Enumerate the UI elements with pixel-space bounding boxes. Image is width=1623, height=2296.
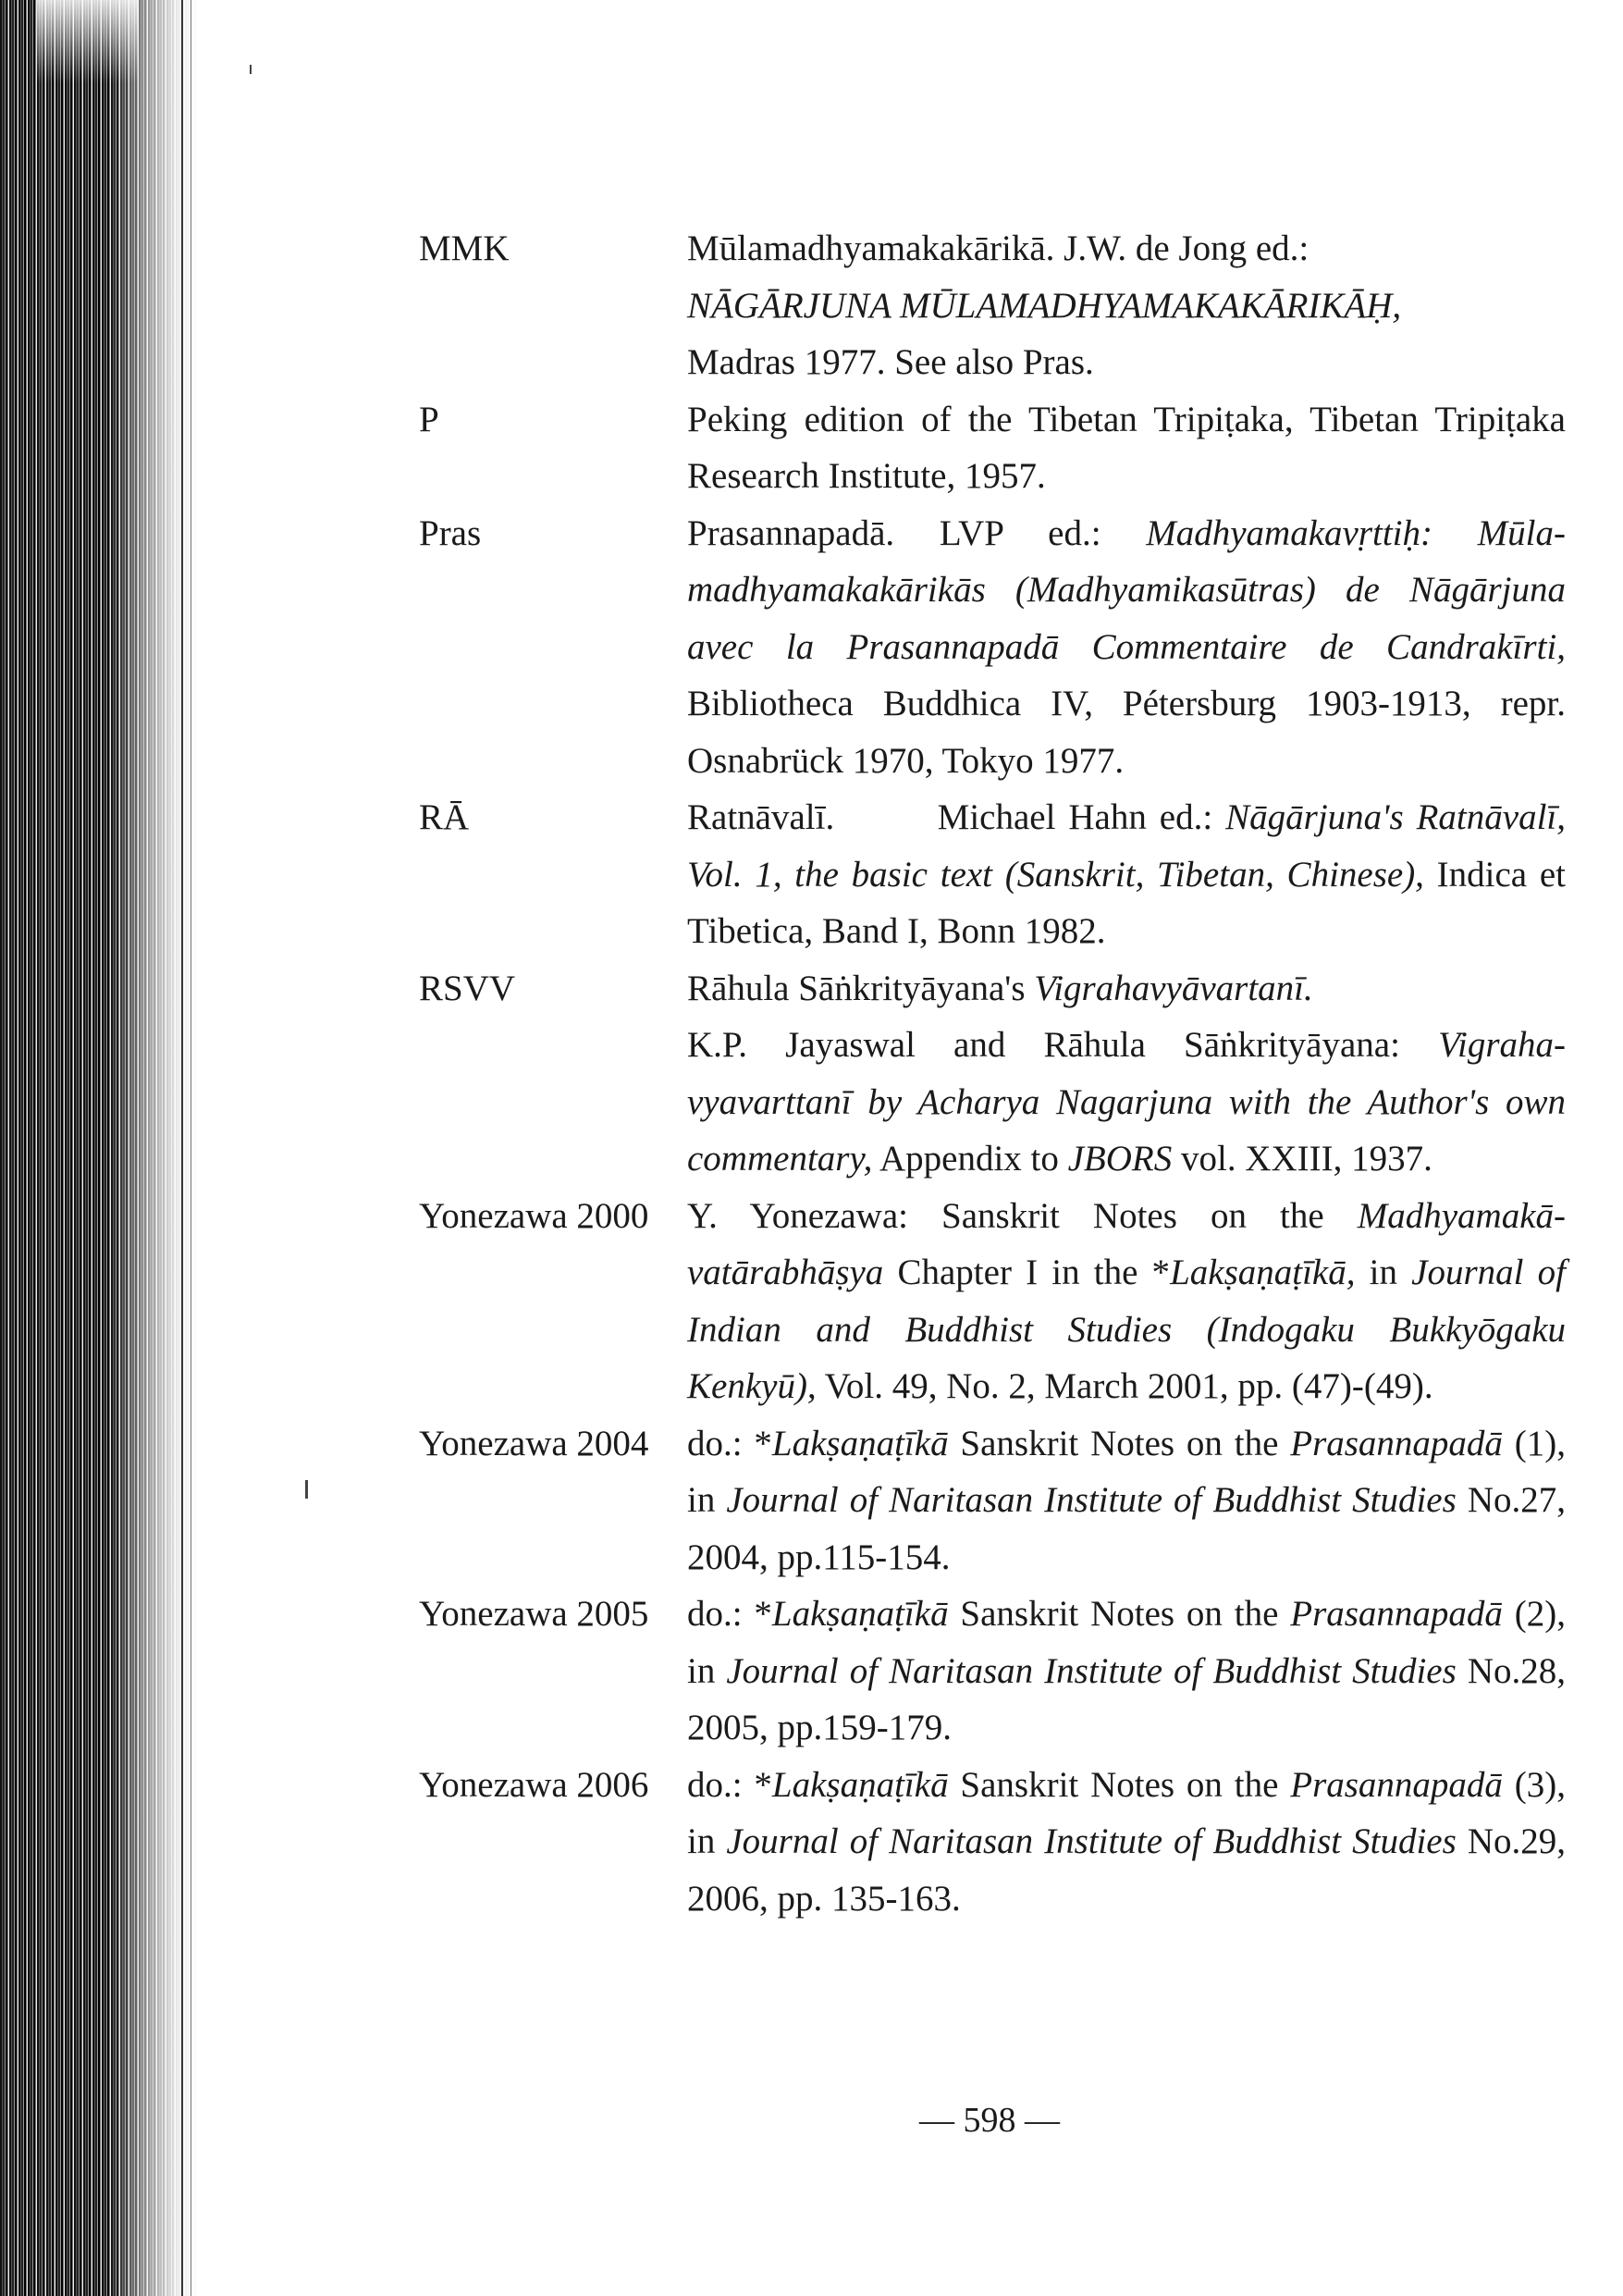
reference-description [687, 1188, 1566, 1415]
scan-speck [250, 65, 252, 74]
reference-abbreviation: Yonezawa 2005 [419, 1594, 649, 1634]
reference-entry-rsvv [419, 960, 1566, 1188]
reference-line: do.: *Lakṣaṇaṭīkā Sanskrit Notes on the Prasannapadā (2), [687, 1594, 1566, 1634]
reference-line: K.P. Jayaswal and Rāhula Sāṅkrityāyana: Vigraha- [687, 1025, 1566, 1065]
reference-description [687, 1586, 1566, 1757]
reference-title-italic: NĀGĀRJUNA MŪLAMADHYAMAKAKĀRIKĀḤ, [687, 285, 1402, 326]
reference-entry-yonezawa-2006 [419, 1757, 1566, 1928]
reference-line: avec la Prasannapadā Commentaire de Candrakīrti, [687, 626, 1566, 667]
reference-line: Bibliotheca Buddhica IV, Pétersburg 1903-1913, repr. [687, 684, 1566, 723]
reference-description [687, 1415, 1566, 1586]
reference-abbreviation: RSVV [419, 968, 516, 1008]
reference-entry-yonezawa-2000 [419, 1188, 1566, 1415]
reference-line: Rāhula Sāṅkrityāyana's Vigrahavyāvartanī. [687, 968, 1313, 1008]
reference-entry-yonezawa-2004 [419, 1415, 1566, 1586]
reference-line: Y. Yonezawa: Sanskrit Notes on the Madhyamakā- [687, 1195, 1566, 1236]
reference-line: in Journal of Naritasan Institute of Buddhist Studies No.28, [687, 1650, 1566, 1691]
reference-line: Indian and Buddhist Studies (Indogaku Bukkyōgaku [687, 1309, 1566, 1350]
reference-description [687, 789, 1566, 960]
reference-entry-pras [419, 505, 1566, 790]
reference-description [687, 505, 1566, 790]
reference-description [687, 391, 1566, 505]
scan-speck [305, 1480, 308, 1499]
page-number: — 598 — [919, 2101, 1060, 2140]
reference-abbreviation: MMK [419, 228, 510, 268]
reference-line: madhyamakakārikās (Madhyamikasūtras) de Nāgārjuna [687, 570, 1566, 610]
reference-description [687, 1757, 1566, 1928]
reference-line: Madras 1977. See also Pras. [687, 342, 1094, 382]
reference-line: 2004, pp.115-154. [687, 1537, 951, 1577]
reference-entry-ra [419, 789, 1566, 960]
reference-abbreviation: P [419, 399, 439, 439]
reference-abbreviation: Yonezawa 2000 [419, 1195, 649, 1236]
reference-line: 2006, pp. 135-163. [687, 1878, 961, 1919]
reference-line: Prasannapadā. LVP ed.: Madhyamakavṛttiḥ: Mūla- [687, 512, 1566, 553]
scanned-binding-edge [0, 0, 199, 2296]
reference-line: in Journal of Naritasan Institute of Buddhist Studies No.27, [687, 1480, 1566, 1520]
reference-line: Vol. 1, the basic text (Sanskrit, Tibetan, Chinese), Indica et [687, 854, 1566, 895]
reference-line: Mūlamadhyamakakārikā. J.W. de Jong ed.: [687, 228, 1309, 268]
reference-line: Research Institute, 1957. [687, 456, 1046, 496]
reference-abbreviation: Pras [419, 512, 482, 553]
reference-line: Osnabrück 1970, Tokyo 1977. [687, 740, 1125, 781]
reference-abbreviation: Yonezawa 2006 [419, 1764, 649, 1805]
reference-line: Peking edition of the Tibetan Tripiṭaka, Tibetan Tripiṭaka [687, 399, 1566, 439]
reference-entry-yonezawa-2005 [419, 1586, 1566, 1757]
reference-line: in Journal of Naritasan Institute of Buddhist Studies No.29, [687, 1821, 1566, 1861]
reference-line: Tibetica, Band I, Bonn 1982. [687, 911, 1106, 951]
reference-line: do.: *Lakṣaṇaṭīkā Sanskrit Notes on the Prasannapadā (1), [687, 1423, 1566, 1463]
reference-abbreviation: Yonezawa 2004 [419, 1423, 649, 1463]
reference-list [419, 220, 1566, 1927]
reference-line: Ratnāvalī. Michael Hahn ed.: Nāgārjuna's Ratnāvalī, [687, 797, 1566, 837]
reference-line: 2005, pp.159-179. [687, 1708, 952, 1747]
reference-entry-p [419, 391, 1566, 505]
reference-line: Kenkyū), Vol. 49, No. 2, March 2001, pp. (47)-(49). [687, 1366, 1433, 1406]
reference-description [687, 960, 1566, 1188]
reference-line: vatārabhāṣya Chapter I in the *Lakṣaṇaṭīkā, in Journal of [687, 1253, 1566, 1292]
reference-entry-mmk [419, 220, 1566, 391]
binding-line [181, 0, 183, 2296]
reference-abbreviation: RĀ [419, 797, 470, 837]
reference-line: commentary, Appendix to JBORS vol. XXIII, 1937. [687, 1139, 1432, 1179]
reference-description [687, 220, 1566, 391]
reference-line: vyavarttanī by Acharya Nagarjuna with the Author's own [687, 1081, 1566, 1122]
reference-line: do.: *Lakṣaṇaṭīkā Sanskrit Notes on the Prasannapadā (3), [687, 1764, 1566, 1805]
